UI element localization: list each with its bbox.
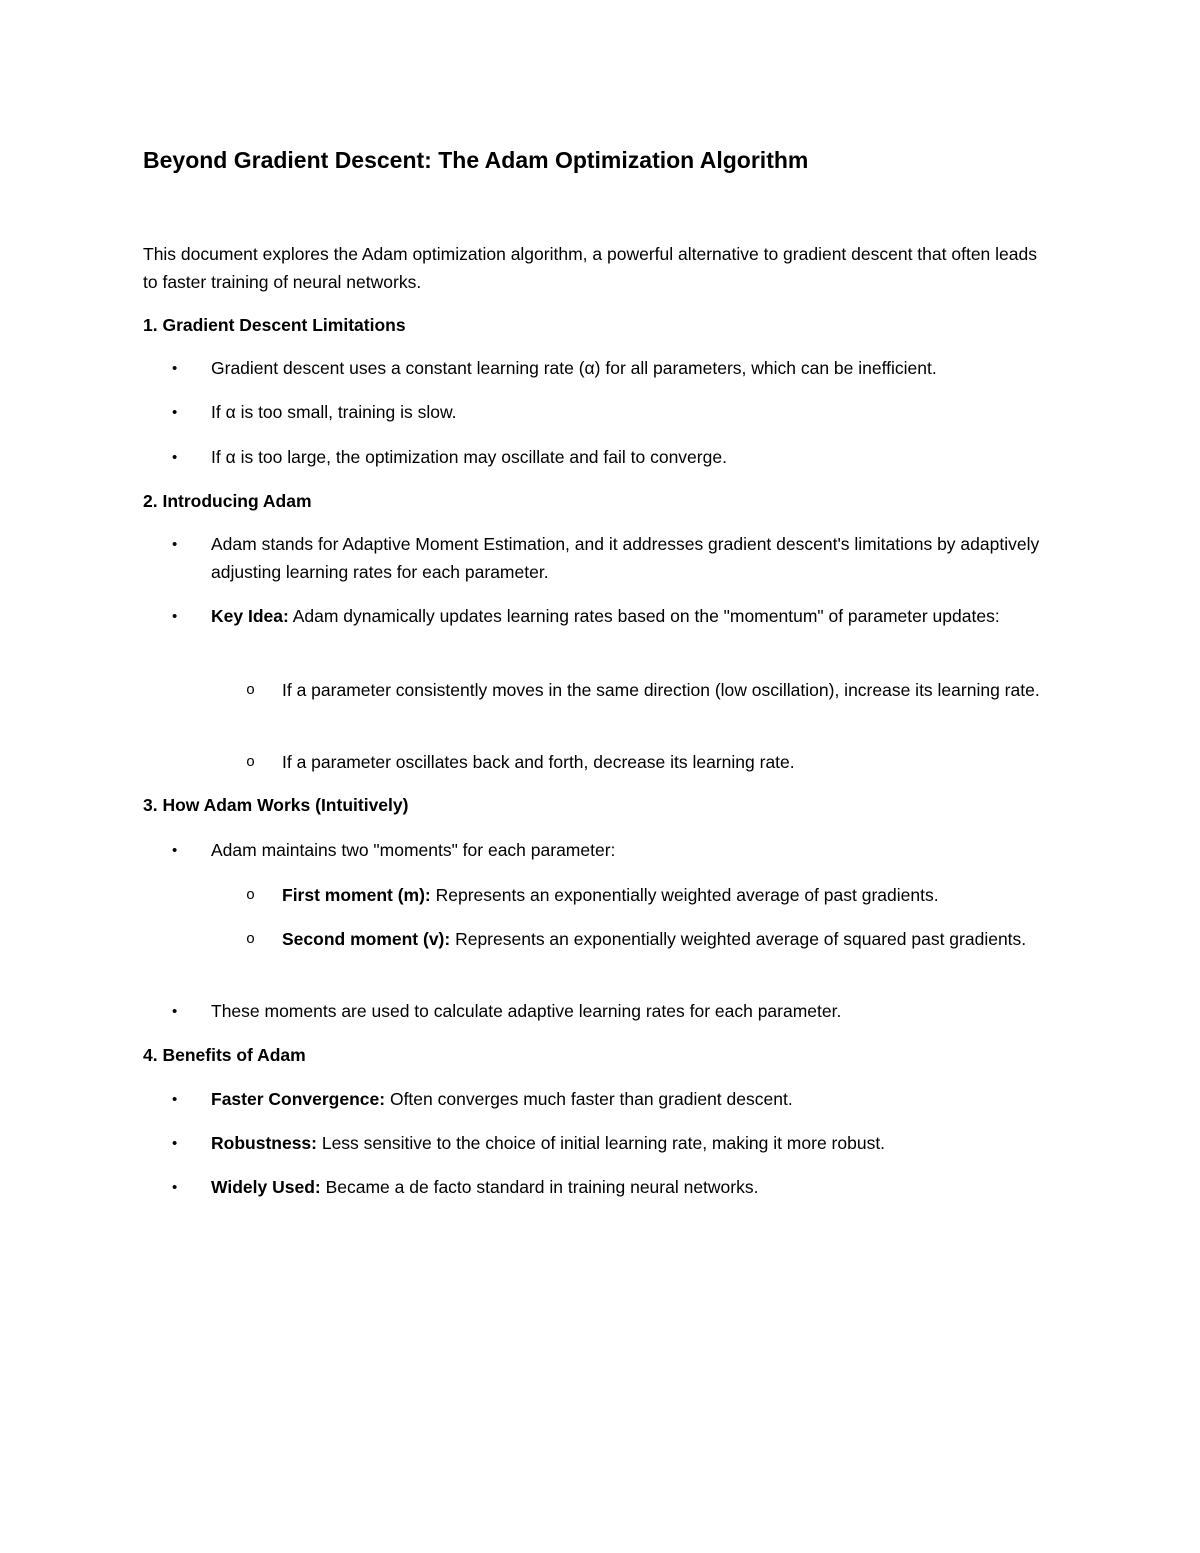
sub-bullet-icon: o (246, 754, 256, 771)
list-item-faster-convergence (211, 1085, 1081, 1113)
bullet-icon: • (172, 1003, 178, 1020)
sub-list-item: If a parameter consistently moves in the same direction (low oscillation), increase its learning rate. (282, 680, 1040, 700)
sub-list-item: If a parameter oscillates back and forth, decrease its learning rate. (282, 752, 795, 772)
list-item-robustness (211, 1129, 1081, 1157)
bullet-icon: • (172, 1179, 178, 1196)
list-item-key-idea (211, 602, 1081, 630)
section-heading-limitations: 1. Gradient Descent Limitations (143, 315, 406, 335)
second-moment-text: Represents an exponentially weighted average of squared past gradients. (450, 929, 1027, 949)
list-item: Adam maintains two "moments" for each parameter: (211, 840, 616, 860)
sub-list-item-second-moment (282, 925, 1042, 953)
section-heading-introducing-adam: 2. Introducing Adam (143, 491, 312, 511)
benefit-text: Became a de facto standard in training neural networks. (320, 1177, 759, 1197)
section-heading-benefits: 4. Benefits of Adam (143, 1045, 306, 1065)
bullet-icon: • (172, 1135, 178, 1152)
bullet-icon: • (172, 1091, 178, 1108)
section-heading-how-adam-works: 3. How Adam Works (Intuitively) (143, 795, 409, 815)
bullet-icon: • (172, 842, 178, 859)
sub-list-item-first-moment (282, 881, 1042, 909)
second-moment-label: Second moment (v): (282, 929, 451, 949)
bullet-icon: • (172, 536, 178, 553)
first-moment-text: Represents an exponentially weighted average of past gradients. (430, 885, 939, 905)
benefit-label: Robustness: (211, 1133, 317, 1153)
bullet-icon: • (172, 608, 178, 625)
key-idea-text: Adam dynamically updates learning rates based on the "momentum" of parameter updates: (288, 606, 1000, 626)
first-moment-label: First moment (m): (282, 885, 431, 905)
list-item: If α is too large, the optimization may oscillate and fail to converge. (211, 447, 727, 467)
list-item: If α is too small, training is slow. (211, 402, 457, 422)
sub-bullet-icon: o (246, 682, 256, 699)
benefit-text: Less sensitive to the choice of initial learning rate, making it more robust. (316, 1133, 886, 1153)
list-item: These moments are used to calculate adaptive learning rates for each parameter. (211, 1001, 842, 1021)
benefit-label: Widely Used: (211, 1177, 321, 1197)
document-title: Beyond Gradient Descent: The Adam Optimization Algorithm (143, 147, 809, 173)
bullet-icon: • (172, 449, 178, 466)
benefit-label: Faster Convergence: (211, 1089, 386, 1109)
sub-bullet-icon: o (246, 887, 256, 904)
list-item-widely-used (211, 1173, 1081, 1201)
key-idea-label: Key Idea: (211, 606, 289, 626)
sub-bullet-icon: o (246, 931, 256, 948)
benefit-text: Often converges much faster than gradient descent. (385, 1089, 793, 1109)
list-item: Adam stands for Adaptive Moment Estimation, and it addresses gradient descent's limitations by adaptively adjusting learning rates for each parameter. (211, 534, 1040, 582)
intro-paragraph: This document explores the Adam optimization algorithm, a powerful alternative to gradient descent that often leads to faster training of neural networks. (143, 244, 1037, 292)
bullet-icon: • (172, 404, 178, 421)
bullet-icon: • (172, 360, 178, 377)
list-item: Gradient descent uses a constant learning rate (α) for all parameters, which can be inefficient. (211, 358, 937, 378)
